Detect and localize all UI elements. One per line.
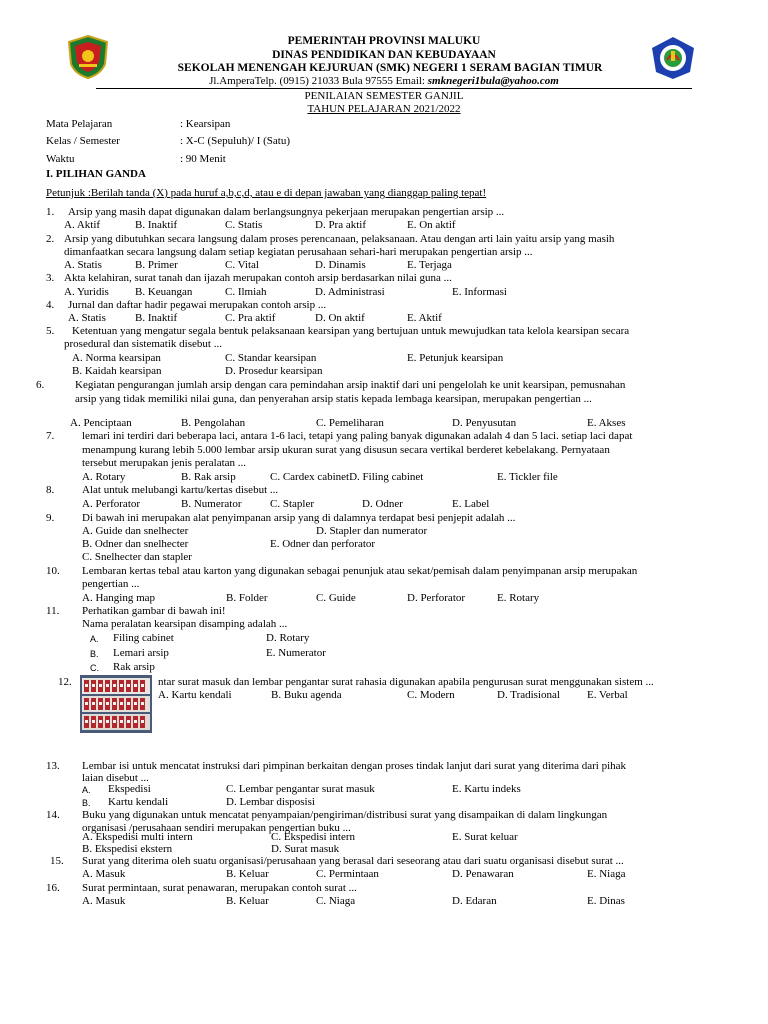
- option-a: A. Masuk: [82, 895, 126, 907]
- option-c-d: C. Cardex cabinetD. Filing cabinet: [270, 471, 424, 483]
- header-line-3: SEKOLAH MENENGAH KEJURUAN (SMK) NEGERI 1 SERAM BAGIAN TIMUR: [177, 62, 603, 74]
- option-a-letter: A.: [90, 634, 99, 644]
- option-c-letter: C.: [90, 663, 99, 673]
- option-e: E. Tickler file: [497, 471, 558, 483]
- option-b: B. Kaidah kearsipan: [72, 365, 162, 377]
- question-number: 11.: [46, 605, 60, 617]
- option-c: C. Vital: [225, 259, 259, 271]
- question-number: 8.: [46, 484, 55, 496]
- option-b: B. Folder: [226, 592, 268, 604]
- question-number: 2.: [46, 233, 55, 245]
- option-d: D. Penawaran: [452, 868, 514, 880]
- option-a: A. Statis: [68, 312, 106, 324]
- option-d: D. Tradisional: [497, 689, 560, 701]
- option-a: A. Kartu kendali: [158, 689, 232, 701]
- option-c: C. Snelhecter dan stapler: [82, 551, 192, 563]
- option-a: A. Norma kearsipan: [72, 352, 161, 364]
- option-c: C. Ilmiah: [225, 286, 267, 298]
- question-text: organisasi /perusahaan sendiri merupakan pengertian buku ...: [82, 822, 351, 834]
- option-e: E. Informasi: [452, 286, 507, 298]
- option-e: E. Petunjuk kearsipan: [407, 352, 504, 364]
- header-line-2: DINAS PENDIDIKAN DAN KEBUDAYAAN: [272, 49, 496, 61]
- question-number: 7.: [46, 430, 55, 442]
- option-b: B. Inaktif: [135, 219, 178, 231]
- subject-label: Mata Pelajaran: [46, 118, 113, 130]
- option-b: B. Keluar: [226, 895, 269, 907]
- question-text: Arsip yang dibutuhkan secara langsung dalam proses perencanaan, pelaksanaan. Atau dengan arti lain yaitu arsip yang masih: [64, 233, 615, 245]
- question-number: 9.: [46, 512, 55, 524]
- question-text: dimanfaatkan secara langsung dalam setiap kegiatan perusahaan sehari-hari merupakan pengertian arsip ...: [64, 246, 533, 258]
- rak-arsip-picture: [80, 675, 152, 733]
- option-b: B. Inaktif: [135, 312, 178, 324]
- option-b: B. Keluar: [226, 868, 269, 880]
- question-text: menampung kurang lebih 5.000 lembar arsip ukuran surat yang disusun secara vertikal berderet kebelakang. Pernyataan: [82, 444, 610, 456]
- question-text: Perhatikan gambar di bawah ini!: [82, 605, 226, 617]
- option-a: A. Ekspedisi multi intern: [82, 831, 193, 843]
- option-e: E. On aktif: [407, 219, 456, 231]
- question-text: arsip yang tidak memiliki nilai guna, dan penyerahan arsip statis kepada lembaga kearsipan, merupakan pengertian ...: [75, 393, 592, 405]
- question-text: Jurnal dan daftar hadir pegawai merupakan contoh arsip ...: [68, 299, 327, 311]
- question-text: Ketentuan yang mengatur segala bentuk pelaksanaan kearsipan yang bertujuan untuk mewujudkan tata kelola kearsipan secara: [72, 325, 630, 337]
- option-d: D. Administrasi: [315, 286, 385, 298]
- question-text: Arsip yang masih dapat digunakan dalam berlangsungnya pekerjaan merupakan pengertian arsip ...: [68, 206, 505, 218]
- option-c: Rak arsip: [113, 661, 155, 673]
- question-text: lemari ini terdiri dari beberapa laci, antara 1-6 laci, tetapi yang paling banyak digunakan adalah 4 dan 5 laci. setiap laci dapat: [82, 430, 633, 442]
- option-b: B. Buku agenda: [271, 689, 342, 701]
- option-b: B. Ekspedisi ekstern: [82, 843, 173, 855]
- question-number: 13.: [46, 760, 60, 772]
- option-a: A. Hanging map: [82, 592, 156, 604]
- header-address: [0, 75, 768, 88]
- question-text: tersebut merupakan jenis peralatan ...: [82, 457, 247, 469]
- option-a: Ekspedisi: [108, 783, 151, 795]
- question-number: 6.: [36, 379, 45, 391]
- option-b: B. Numerator: [181, 498, 242, 510]
- option-e: E. Dinas: [587, 895, 625, 907]
- option-e: E. Surat keluar: [452, 831, 518, 843]
- question-number: 14.: [46, 809, 60, 821]
- option-a: A. Aktif: [64, 219, 101, 231]
- option-c: C. Lembar pengantar surat masuk: [226, 783, 375, 795]
- option-c: C. Permintaan: [316, 868, 379, 880]
- question-number: 3.: [46, 272, 55, 284]
- class-label: Kelas / Semester: [46, 135, 120, 147]
- question-number: 1.: [46, 206, 55, 218]
- question-text: Buku yang digunakan untuk mencatat penyampaian/pengiriman/distribusi surat yang disampaikan di dalam lingkungan: [82, 809, 608, 821]
- option-b-letter: B.: [82, 798, 91, 808]
- option-c: C. Statis: [225, 219, 263, 231]
- option-a: A. Guide dan snelhecter: [82, 525, 189, 537]
- option-d: D. Dinamis: [315, 259, 366, 271]
- option-e: E. Rotary: [497, 592, 540, 604]
- option-a: A. Penciptaan: [70, 417, 132, 429]
- address-text: Jl.AmperaTelp. (0915) 21033 Bula 97555 Email:: [209, 75, 428, 87]
- option-d: D. On aktif: [315, 312, 365, 324]
- option-e: E. Aktif: [407, 312, 442, 324]
- option-e: E. Niaga: [587, 868, 626, 880]
- question-text: Lembar isi untuk mencatat instruksi dari pimpinan berkaitan dengan proses tindak lanjut dari surat yang diterima dari pihak: [82, 760, 627, 772]
- option-e: E. Odner dan perforator: [270, 538, 376, 550]
- question-number: 15.: [50, 855, 64, 867]
- option-b: B. Primer: [135, 259, 178, 271]
- option-d: D. Edaran: [452, 895, 497, 907]
- option-e: E. Kartu indeks: [452, 783, 521, 795]
- header-line-1: PEMERINTAH PROVINSI MALUKU: [287, 35, 481, 47]
- question-number: 12.: [58, 676, 72, 688]
- option-a: A. Statis: [64, 259, 102, 271]
- option-c: C. Ekspedisi intern: [271, 831, 356, 843]
- option-b-letter: B.: [90, 649, 99, 659]
- option-a: A. Yuridis: [64, 286, 109, 298]
- option-b: B. Keuangan: [135, 286, 193, 298]
- option-c: C. Modern: [407, 689, 455, 701]
- option-c: C. Pra aktif: [225, 312, 276, 324]
- question-text: prosedural dan sistematik disebut ...: [64, 338, 222, 350]
- question-number: 16.: [46, 882, 60, 894]
- option-b: Lemari arsip: [113, 647, 169, 659]
- option-b: B. Rak arsip: [181, 471, 236, 483]
- question-text: pengertian ...: [82, 578, 140, 590]
- question-text: ntar surat masuk dan lembar pengantar surat rahasia digunakan apabila pengurusan surat menggunakan sistem ...: [158, 676, 654, 688]
- question-text: Surat yang diterima oleh suatu organisasi/perusahaan yang berasal dari seseorang atau dari suatu organisasi disebut surat ...: [82, 855, 624, 867]
- instructions: Petunjuk :Berilah tanda (X) pada huruf a,b,c,d, atau e di depan jawaban yang dianggap paling tepat!: [46, 187, 487, 199]
- option-d: D. Penyusutan: [452, 417, 517, 429]
- option-c: C. Standar kearsipan: [225, 352, 317, 364]
- option-a: A. Perforator: [82, 498, 141, 510]
- question-text: Alat untuk melubangi kartu/kertas disebut ...: [82, 484, 279, 496]
- exam-year: TAHUN PELAJARAN 2021/2022: [307, 103, 461, 115]
- option-a: A. Rotary: [82, 471, 126, 483]
- question-text: Nama peralatan kearsipan disamping adalah ...: [82, 618, 288, 630]
- time-label: Waktu: [46, 153, 75, 165]
- email-text: smknegeri1bula@yahoo.com: [427, 75, 559, 87]
- class-value: : X-C (Sepuluh)/ I (Satu): [180, 135, 290, 147]
- subject-value: : Kearsipan: [180, 118, 231, 130]
- option-a: A. Masuk: [82, 868, 126, 880]
- option-e: E. Verbal: [587, 689, 628, 701]
- option-d: D. Stapler dan numerator: [316, 525, 428, 537]
- time-value: : 90 Menit: [180, 153, 226, 165]
- question-text: Lembaran kertas tebal atau karton yang digunakan sebagai penunjuk atau sekat/pemisah dalam penyimpanan arsip merupakan: [82, 565, 638, 577]
- option-c: C. Niaga: [316, 895, 356, 907]
- question-number: 10.: [46, 565, 60, 577]
- header-divider: [96, 88, 692, 89]
- option-e: E. Label: [452, 498, 490, 510]
- question-number: 4.: [46, 299, 55, 311]
- question-text: Akta kelahiran, surat tanah dan ijazah merupakan contoh arsip berdasarkan nilai guna ...: [64, 272, 452, 284]
- question-text: Surat permintaan, surat penawaran, merupakan contoh surat ...: [82, 882, 357, 894]
- option-a: Filing cabinet: [113, 632, 174, 644]
- option-d: D. Surat masuk: [271, 843, 340, 855]
- option-b: B. Pengolahan: [181, 417, 246, 429]
- option-c: C. Pemeliharan: [316, 417, 384, 429]
- option-d: D. Pra aktif: [315, 219, 367, 231]
- option-a-letter: A.: [82, 785, 91, 795]
- question-number: 5.: [46, 325, 55, 337]
- section-title: I. PILIHAN GANDA: [46, 168, 146, 180]
- option-d: D. Lembar disposisi: [226, 796, 315, 808]
- option-b: B. Odner dan snelhecter: [82, 538, 189, 550]
- option-d: D. Rotary: [266, 632, 310, 644]
- option-d: D. Odner: [362, 498, 403, 510]
- question-text: laian disebut ...: [82, 772, 149, 784]
- option-e: E. Terjaga: [407, 259, 452, 271]
- question-text: Di bawah ini merupakan alat penyimpanan arsip yang di dalamnya terdapat besi penjepit adalah ...: [82, 512, 516, 524]
- option-e: E. Numerator: [266, 647, 326, 659]
- option-e: E. Akses: [587, 417, 626, 429]
- option-d: D. Prosedur kearsipan: [225, 365, 323, 377]
- question-text: Kegiatan pengurangan jumlah arsip dengan cara pemindahan arsip inaktif dari uni pengelolah ke unit kearsipan, pemusnahan: [75, 379, 626, 391]
- exam-title: PENILAIAN SEMESTER GANJIL: [304, 90, 464, 102]
- option-d: D. Perforator: [407, 592, 466, 604]
- option-b: Kartu kendali: [108, 796, 169, 808]
- option-c: C. Stapler: [270, 498, 314, 510]
- option-c: C. Guide: [316, 592, 356, 604]
